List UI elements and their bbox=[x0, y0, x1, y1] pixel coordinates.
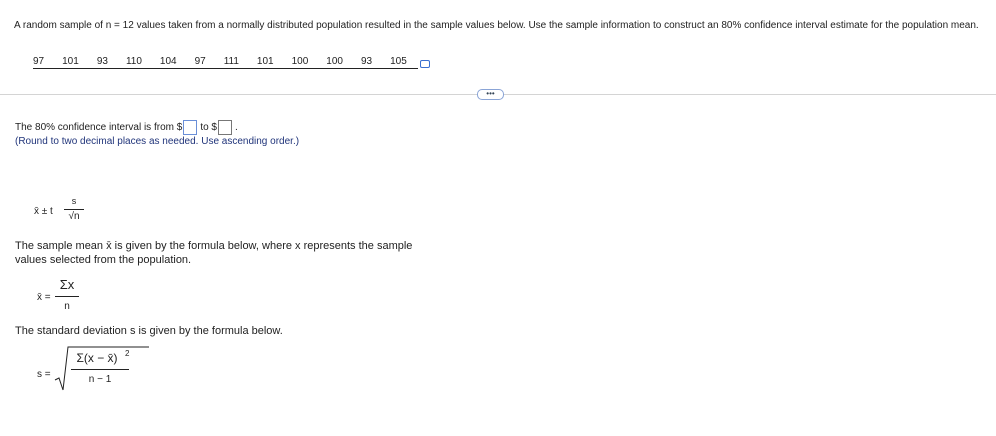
sample-value: 100 bbox=[291, 56, 309, 67]
mean-formula-lhs: x̄ = bbox=[37, 292, 51, 303]
sd-formula-lhs: s = bbox=[37, 369, 51, 380]
sample-value: 104 bbox=[159, 56, 177, 67]
mean-explanation bbox=[15, 239, 475, 267]
ci-fraction-bar bbox=[64, 209, 84, 210]
mean-explanation-line2: values selected from the population. bbox=[15, 254, 192, 266]
mean-explanation-line1: The sample mean x̄ is given by the formula below, where x represents the sample bbox=[15, 240, 413, 252]
mean-formula-numerator: Σx bbox=[59, 277, 75, 292]
answer-prefix: The 80% confidence interval is from $ bbox=[15, 121, 183, 133]
sample-value: 93 bbox=[96, 56, 108, 67]
upper-bound-input[interactable] bbox=[218, 120, 232, 135]
answer-line bbox=[15, 120, 238, 135]
sd-explanation: The standard deviation s is given by the formula below. bbox=[15, 325, 283, 337]
question-text: A random sample of n = 12 values taken from a normally distributed population resulted in the sample values below. Use the sample information to construct an 80% confidence interval estimate for the population mean. bbox=[14, 20, 979, 31]
mean-fraction-bar bbox=[55, 296, 79, 297]
sd-fraction-bar bbox=[71, 369, 129, 370]
more-button[interactable]: ••• bbox=[477, 89, 504, 100]
sd-formula-numerator: Σ(x − x̄) bbox=[76, 351, 118, 365]
sample-value: 101 bbox=[62, 56, 79, 67]
sd-formula-denominator: n − 1 bbox=[88, 374, 112, 385]
ci-formula-lhs: x̄ ± t bbox=[34, 206, 53, 217]
sample-values-row bbox=[33, 56, 430, 69]
sd-formula bbox=[37, 346, 147, 392]
ci-formula bbox=[34, 196, 98, 230]
sd-formula-exponent: 2 bbox=[125, 349, 130, 358]
sample-value: 97 bbox=[194, 56, 206, 67]
sample-value: 93 bbox=[360, 56, 373, 67]
sample-values-table bbox=[33, 56, 418, 69]
ci-formula-denominator: √n bbox=[68, 211, 80, 222]
mean-formula-denominator: n bbox=[64, 301, 70, 312]
sample-value: 97 bbox=[33, 56, 45, 67]
answer-middle: to $ bbox=[200, 121, 217, 133]
mean-formula bbox=[37, 277, 97, 313]
sample-value: 101 bbox=[256, 56, 274, 67]
sample-value: 110 bbox=[125, 56, 142, 67]
rounding-hint: (Round to two decimal places as needed. Use ascending order.) bbox=[15, 136, 300, 147]
copy-data-icon[interactable] bbox=[420, 60, 430, 68]
ci-formula-numerator: s bbox=[71, 196, 77, 206]
sample-value: 100 bbox=[326, 56, 343, 67]
lower-bound-input[interactable] bbox=[183, 120, 197, 135]
sample-value: 105 bbox=[390, 56, 407, 67]
sample-value: 111 bbox=[223, 56, 239, 67]
answer-suffix: . bbox=[235, 121, 238, 133]
